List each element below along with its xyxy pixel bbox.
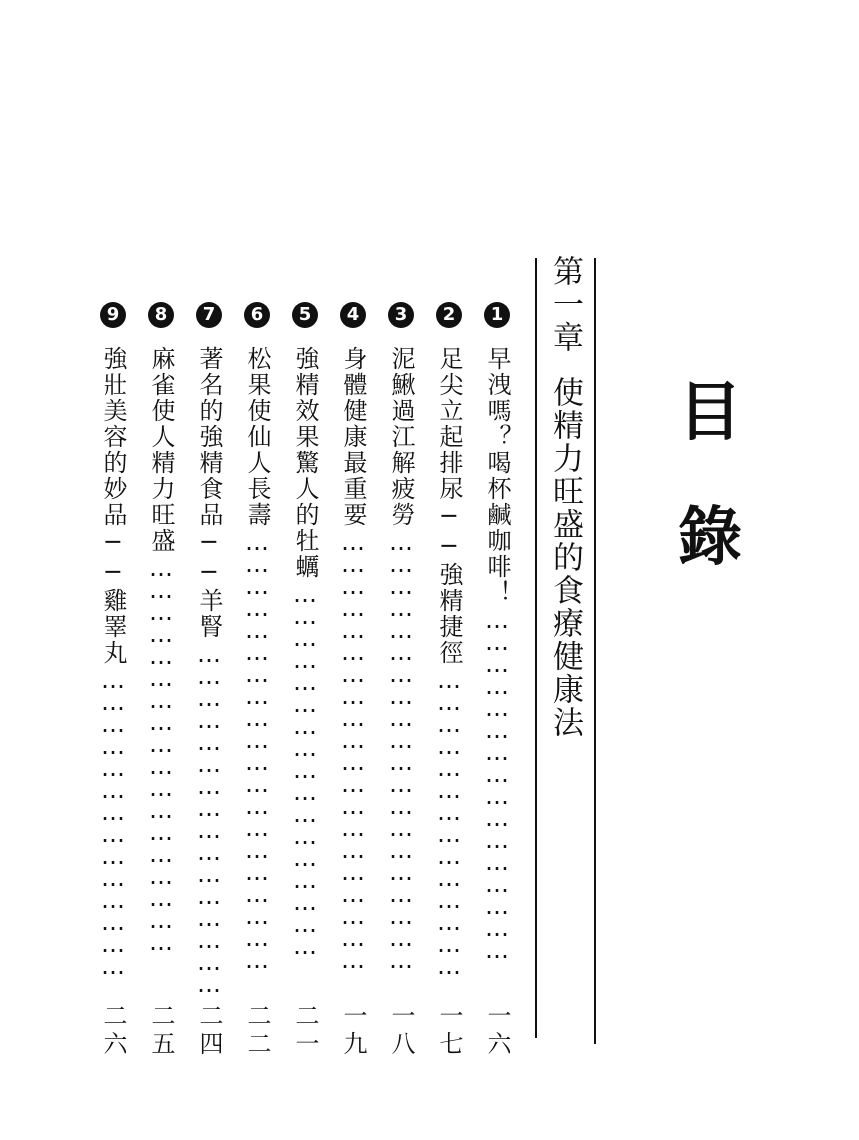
leader-dots: …………………………………… [435,666,463,974]
entry-title: 強精效果驚人的牡蠣 [291,346,319,580]
entry-title-line [336,346,370,1006]
entry-page-number: 一八 [387,1003,415,1059]
entry-title-line [192,346,226,1006]
toc-title-char-1: 目 [678,376,742,450]
toc-entry-3 [384,302,418,1059]
entry-page-number: 一九 [339,1003,367,1059]
chapter-heading [545,255,585,775]
toc-entry-9 [96,302,130,1059]
entry-title: 松果使仙人長壽 [243,346,271,528]
entry-number-badge: 8 [148,302,174,328]
toc-entry-6 [240,302,274,1059]
entry-title: 強壯美容的妙品──雞睪丸 [99,346,127,666]
entry-page-number: 二六 [99,1003,127,1059]
entry-number-badge: 1 [484,302,510,328]
entry-number-badge: 2 [436,302,462,328]
toc-entry-8 [144,302,178,1059]
entry-title-line [144,346,178,1006]
entry-page-number: 二四 [195,1003,223,1059]
leader-dots: …………………………………………… [291,580,319,954]
toc-entry-5 [288,302,322,1059]
entry-page-number: 一六 [483,1003,511,1059]
toc-entry-1 [480,302,514,1059]
chapter-label: 第一章 [547,255,583,354]
entry-title: 早洩嗎？喝杯鹹咖啡！ [483,346,511,606]
entry-page-number: 二二 [243,1003,271,1059]
chapter-rule-left [535,258,537,1038]
entry-title-line [96,346,130,1006]
chapter-title: 使精力旺盛的食療健康法 [547,376,583,739]
entry-title-line [480,346,514,1006]
toc-title-char-2: 錄 [678,501,742,575]
entry-number-badge: 3 [388,302,414,328]
leader-dots: ………………………………………… [195,640,223,992]
entry-title: 麻雀使人精力旺盛 [147,346,175,554]
entry-page-number: 二一 [291,1003,319,1059]
entry-title-line [240,346,274,1006]
entry-title-line [384,346,418,1006]
entry-title: 泥鰍過江解疲勞 [387,346,415,528]
entry-number-badge: 4 [340,302,366,328]
entry-title-line [432,346,466,1006]
toc-entry-7 [192,302,226,1059]
leader-dots: …………………………………… [99,666,127,974]
toc-entry-2 [432,302,466,1059]
entry-title: 足尖立起排尿──強精捷徑 [435,346,463,666]
entry-number-badge: 5 [292,302,318,328]
entry-page-number: 一七 [435,1003,463,1059]
leader-dots: ………………………………………… [483,606,511,958]
entry-title: 著名的強精食品──羊腎 [195,346,223,640]
entry-number-badge: 9 [100,302,126,328]
leader-dots: …………………………………………………… [339,528,367,968]
entry-page-number: 二五 [147,1003,175,1059]
entry-number-badge: 7 [196,302,222,328]
leader-dots: …………………………………………………… [243,528,271,968]
chapter-rule-right [594,258,596,1044]
leader-dots: ……………………………………………… [147,554,175,950]
toc-entry-4 [336,302,370,1059]
entry-number-badge: 6 [244,302,270,328]
leader-dots: …………………………………………………… [387,528,415,968]
entry-title-line [288,346,322,1006]
entry-title: 身體健康最重要 [339,346,367,528]
